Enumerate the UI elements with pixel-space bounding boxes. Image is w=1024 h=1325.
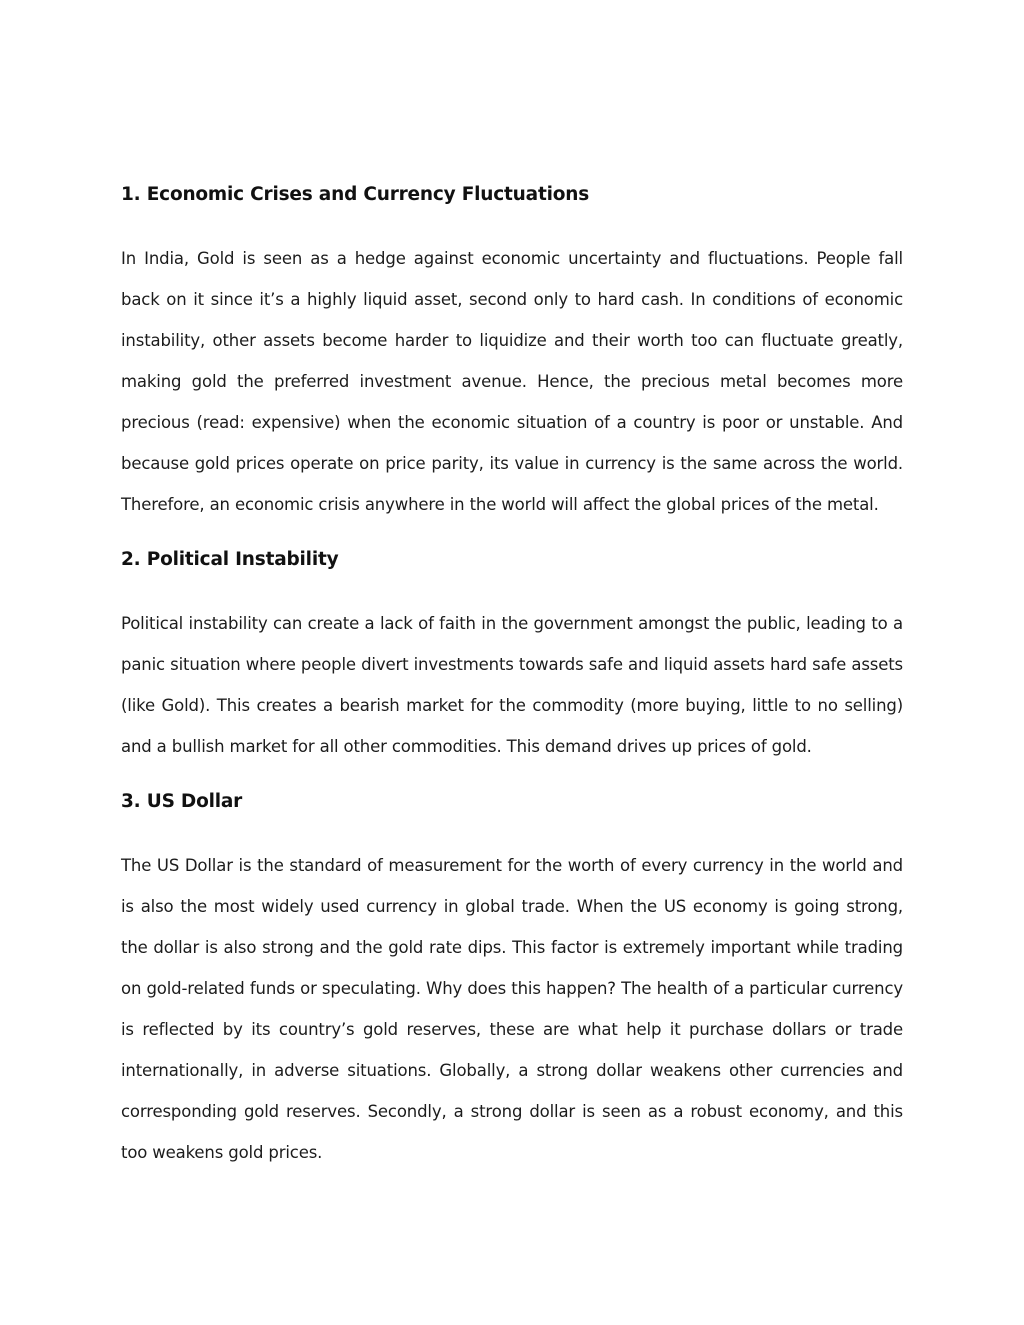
section-heading-economic-crises: 1. Economic Crises and Currency Fluctuations: [121, 184, 590, 205]
section-body-economic-crises: In India, Gold is seen as a hedge against economic uncertainty and fluctuations. People fall back on it since it’s a highly liquid asset, second only to hard cash. In conditions of economic instability, other assets become harder to liquidize and their worth too can fluctuate greatly, making gold the preferred investment avenue. Hence, the precious metal becomes more precious (read: expensive) when the economic situation of a country is poor or unstable. And because gold prices operate on price parity, its value in currency is the same across the world. Therefore, an economic crisis anywhere in the world will affect the global prices of the metal.: [121, 249, 903, 514]
section-heading-us-dollar: 3. US Dollar: [121, 791, 243, 812]
section-body-us-dollar: The US Dollar is the standard of measurement for the worth of every currency in the world and is also the most widely used currency in global trade. When the US economy is going strong, the dollar is also strong and the gold rate dips. This factor is extremely important while trading on gold-related funds or speculating. Why does this happen? The health of a particular currency is reflected by its country’s gold reserves, these are what help it purchase dollars or trade internationally, in adverse situations. Globally, a strong dollar weakens other currencies and corresponding gold reserves. Secondly, a strong dollar is seen as a robust economy, and this too weakens gold prices.: [121, 856, 903, 1162]
document-page: [121, 178, 903, 1173]
section-body-political-instability: Political instability can create a lack of faith in the government amongst the public, leading to a panic situation where people divert investments towards safe and liquid assets hard safe assets (like Gold). This creates a bearish market for the commodity (more buying, little to no selling) and a bullish market for all other commodities. This demand drives up prices of gold.: [121, 614, 903, 756]
section-heading-political-instability: 2. Political Instability: [121, 549, 339, 570]
